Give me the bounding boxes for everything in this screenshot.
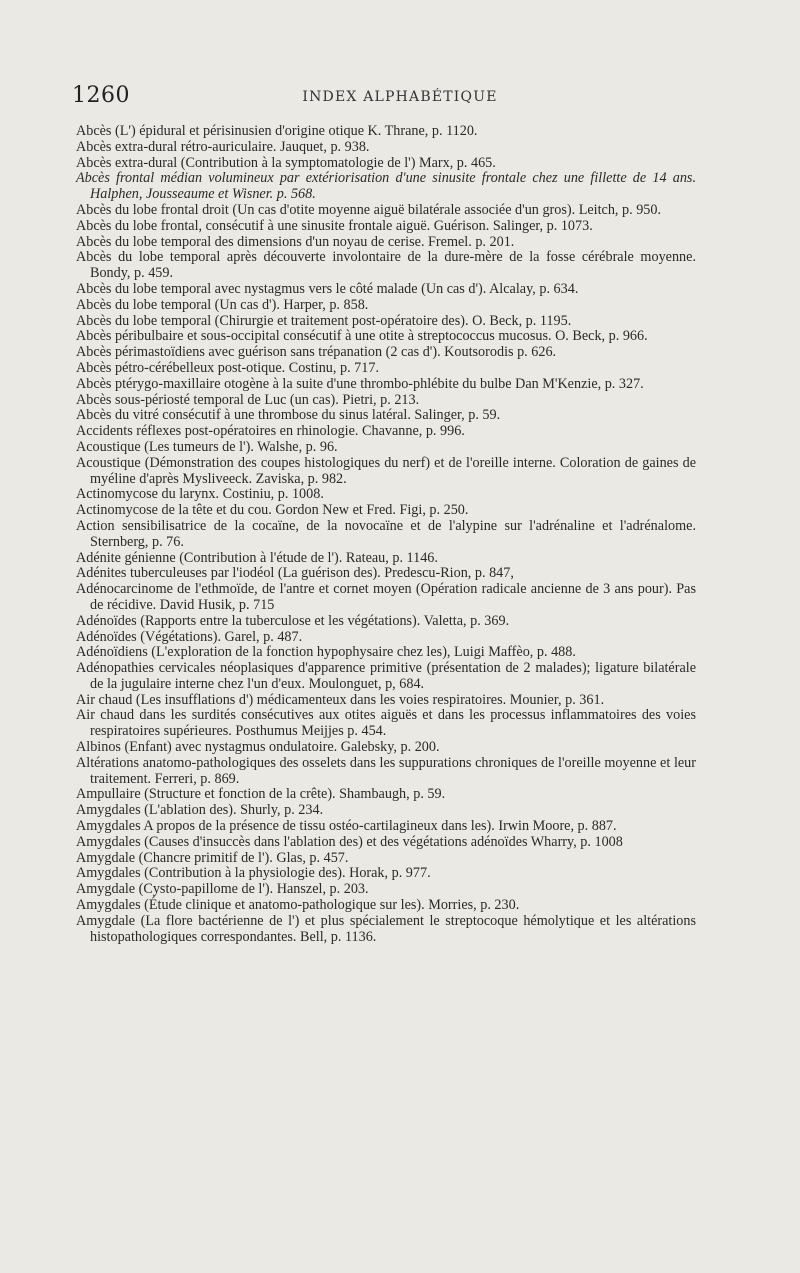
index-entry: Abcès extra-dural rétro-auriculaire. Jauquet, p. 938. <box>76 138 370 155</box>
index-entry: Accidents réflexes post-opératoires en rhinologie. Chavanne, p. 996. <box>76 423 465 440</box>
index-entry: Abcès du lobe temporal après découverte involontaire de la dure-mère de la fosse cérébrale moyenne. Bondy, p. 459. <box>76 249 696 282</box>
index-entries <box>76 124 696 945</box>
index-entry: Abcès du lobe temporal des dimensions d'un noyau de cerise. Fremel. p. 201. <box>76 233 515 250</box>
index-entry: Abcès du vitré consécutif à une thrombose du sinus latéral. Salinger, p. 59. <box>76 407 501 424</box>
index-entry: Amygdale (Chancre primitif de l'). Glas, p. 457. <box>76 849 349 866</box>
index-entry: Ampullaire (Structure et fonction de la crête). Shambaugh, p. 59. <box>76 786 446 803</box>
index-entry: Amygdales (L'ablation des). Shurly, p. 234. <box>76 802 324 819</box>
index-entry: Amygdales (Causes d'insuccès dans l'ablation des) et des végétations adénoïdes Wharry, p. 1008 <box>76 833 623 850</box>
index-entry: Adénite génienne (Contribution à l'étude de l'). Rateau, p. 1146. <box>76 549 438 566</box>
index-entry: Abcès du lobe frontal droit (Un cas d'otite moyenne aiguë bilatérale associée d'un gros). Leitch, p. 950. <box>76 201 662 218</box>
index-entry: Abcès du lobe temporal (Un cas d'). Harper, p. 858. <box>76 296 369 313</box>
index-entry: Abcès (L') épidural et périsinusien d'origine otique K. Thrane, p. 1120. <box>76 123 478 139</box>
index-entry: Adénoïdes (Rapports entre la tuberculose et les végétations). Valetta, p. 369. <box>76 612 510 629</box>
index-entry: Air chaud dans les surdités consécutives aux otites aiguës et dans les processus inflammatoires des voies respiratoires supérieures. Posthumus Meijjes p. 454. <box>76 707 696 740</box>
index-entry: Abcès du lobe frontal, consécutif à une sinusite frontale aiguë. Guérison. Salinger, p. 1073. <box>76 217 593 234</box>
index-entry: Abcès périmastoïdiens avec guérison sans trépanation (2 cas d'). Koutsorodis p. 626. <box>76 344 557 361</box>
index-entry: Altérations anatomo-pathologiques des osselets dans les suppurations chroniques de l'oreille moyenne et leur traitement. Ferreri, p. 869. <box>76 754 696 787</box>
index-entry: Adénoïdiens (L'exploration de la fonction hypophysaire chez les), Luigi Maffèo, p. 488. <box>76 644 576 661</box>
index-entry: Adénocarcinome de l'ethmoïde, de l'antre et cornet moyen (Opération radicale ancienne de 3 ans pour). Pas de récidive. David Husik, p. 715 <box>76 581 696 613</box>
index-entry: Abcès extra-dural (Contribution à la symptomatologie de l') Marx, p. 465. <box>76 154 496 171</box>
index-entry: Action sensibilisatrice de la cocaïne, de la novocaïne et de l'alypine sur l'adrénaline et l'adrénalome. Sternberg, p. 76. <box>76 517 696 550</box>
index-entry: Abcès pétro-cérébelleux post-otique. Costinu, p. 717. <box>76 359 379 376</box>
index-entry: Adénopathies cervicales néoplasiques d'apparence primitive (présentation de 2 malades); ligature bilatérale de la jugulaire interne chez l'un d'eux. Moulonguet, p, 684. <box>76 660 696 692</box>
index-entry: Actinomycose du larynx. Costiniu, p. 1008. <box>76 486 324 503</box>
index-entry: Amygdales (Contribution à la physiologie des). Horak, p. 977. <box>76 865 431 882</box>
index-entry: Abcès du lobe temporal (Chirurgie et traitement post-opératoire des). O. Beck, p. 1195. <box>76 312 572 329</box>
index-entry: Abcès ptérygo-maxillaire otogène à la suite d'une thrombo-phlébite du bulbe Dan M'Kenzie, p. 327. <box>76 375 644 392</box>
index-entry: Albinos (Enfant) avec nystagmus ondulatoire. Galebsky, p. 200. <box>76 739 440 756</box>
index-entry: Abcès du lobe temporal avec nystagmus vers le côté malade (Un cas d'). Alcalay, p. 634. <box>76 280 579 297</box>
index-entry: Acoustique (Démonstration des coupes histologiques du nerf) et de l'oreille interne. Coloration de gaines de myéline d'après Mysliveeck. Zaviska, p. 982. <box>76 454 696 487</box>
index-entry: Amygdales (Étude clinique et anatomo-pathologique sur les). Morries, p. 230. <box>76 897 520 914</box>
index-entry: Adénoïdes (Végétations). Garel, p. 487. <box>76 628 303 645</box>
page-number: 1260 <box>72 83 130 108</box>
index-entry: Adénites tuberculeuses par l'iodéol (La guérison des). Predescu-Rion, p. 847, <box>76 565 514 582</box>
index-entry: Abcès frontal médian volumineux par extériorisation d'une sinusite frontale chez une fillette de 14 ans. Halphen, Jousseaume et Wisner. p. 568. <box>76 170 696 203</box>
index-entry: Acoustique (Les tumeurs de l'). Walshe, p. 96. <box>76 438 338 455</box>
index-entry: Amygdale (Cysto-papillome de l'). Hanszel, p. 203. <box>76 881 369 898</box>
index-entry: Abcès péribulbaire et sous-occipital consécutif à une otite à streptococcus mucosus. O. Beck, p. 966. <box>76 328 648 345</box>
index-entry: Abcès sous-périosté temporal de Luc (un cas). Pietri, p. 213. <box>76 391 420 408</box>
index-entry: Air chaud (Les insufflations d') médicamenteux dans les voies respiratoires. Mounier, p. 361. <box>76 691 605 708</box>
index-entry: Actinomycose de la tête et du cou. Gordon New et Fred. Figi, p. 250. <box>76 502 469 519</box>
index-entry: Amygdales A propos de la présence de tissu ostéo-cartilagineux dans les). Irwin Moore, p. 887. <box>76 818 617 835</box>
index-entry: Amygdale (La flore bactérienne de l') et plus spécialement le streptocoque hémolytique et les altérations histopathologiques correspondantes. Bell, p. 1136. <box>76 912 696 945</box>
running-title: INDEX ALPHABÉTIQUE <box>302 89 498 105</box>
